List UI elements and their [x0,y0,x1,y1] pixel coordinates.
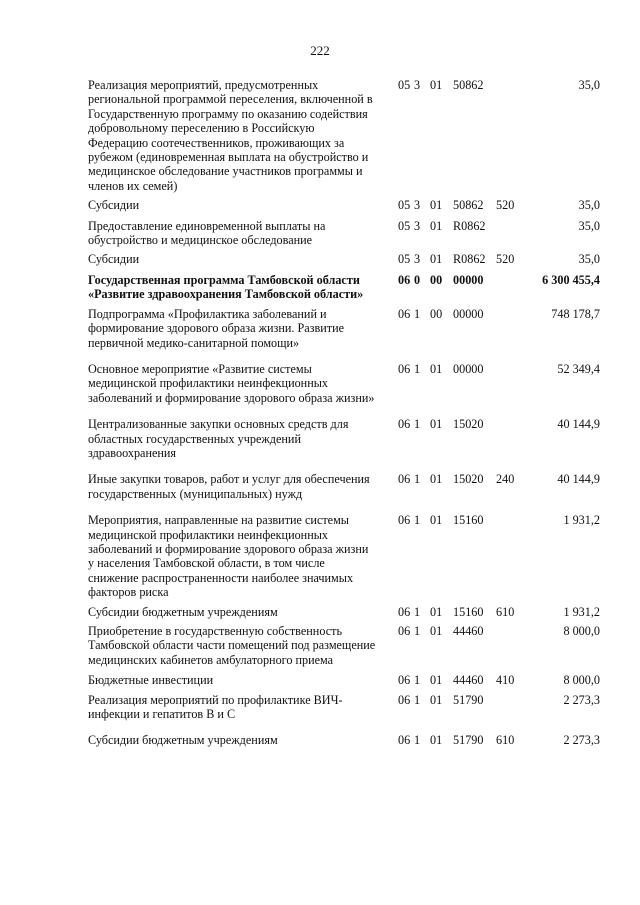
expense-type: 520 [496,252,515,267]
table-row [88,219,600,248]
expense-type: 610 [496,733,515,748]
code-direction: 51790 [453,692,484,707]
code-direction: 50862 [453,78,484,92]
code-measure: 01 [430,624,443,638]
table-row [88,605,600,619]
amount: 748 178,7 [551,306,600,321]
row-name: Подпрограмма «Профилактика заболеваний и формирование здорового образа жизни. Развитие первичной медико-санитарной помощи» [88,306,345,350]
code-subprogram: 1 [414,513,421,528]
row-name: Государственная программа Тамбовской области «Развитие здравоохранения Тамбовской области» [88,272,364,302]
code-subprogram: 1 [414,733,421,748]
amount: 40 144,9 [557,417,600,432]
row-name: Приобретение в государственную собственность Тамбовской области части помещений под размещение медицинских кабинетов амбулаторного приема [88,624,376,667]
table-row [88,198,600,212]
code-subprogram: 1 [414,361,421,376]
code-measure: 01 [430,78,443,92]
row-name: Субсидии бюджетным учреждениям [88,604,278,619]
amount: 2 273,3 [563,692,600,707]
row-name: Мероприятия, направленные на развитие системы медицинской профилактики неинфекционных заболеваний и формирование здорового образа жизни у населения Тамбовской области, в том числе снижение распространенности наиболее значимых факторов риска [88,513,369,600]
table-row [88,307,600,350]
row-name: Централизованные закупки основных средств для областных государственных учреждений здравоохранения [88,417,349,460]
code-direction: 00000 [453,272,484,287]
budget-table [88,78,600,748]
code-program: 05 [398,252,411,267]
code-program: 06 [398,472,411,487]
amount: 35,0 [578,252,600,267]
amount: 35,0 [578,198,600,213]
expense-type: 520 [496,198,515,213]
code-direction: 00000 [453,361,484,376]
code-program: 06 [398,417,411,432]
code-direction: 50862 [453,198,484,213]
row-name: Субсидии [88,252,140,267]
table-row [88,733,600,747]
code-subprogram: 1 [414,417,421,432]
table-row-program [88,273,600,302]
code-program: 06 [398,604,411,619]
amount: 35,0 [578,218,600,233]
code-program: 06 [398,361,411,376]
amount: 6 300 455,4 [542,272,600,287]
code-direction: 44460 [453,673,484,688]
expense-type: 240 [496,472,515,487]
code-measure: 01 [430,252,443,267]
code-measure: 01 [430,361,443,376]
amount: 52 349,4 [557,361,600,376]
amount: 40 144,9 [557,472,600,487]
code-program: 06 [398,272,411,287]
table-row [88,78,600,193]
amount: 8 000,0 [563,673,600,688]
code-subprogram: 1 [414,604,421,619]
page-number: 222 [310,43,330,58]
code-measure: 01 [430,604,443,619]
code-direction: 51790 [453,733,484,748]
table-row [88,362,600,405]
code-program: 05 [398,218,411,233]
code-subprogram: 1 [414,673,421,688]
code-direction: 15160 [453,604,484,619]
code-direction: R0862 [453,252,486,267]
code-subprogram: 1 [414,472,421,487]
table-row [88,673,600,687]
code-program: 06 [398,692,411,707]
code-program: 05 [398,198,411,213]
row-name: Основное мероприятие «Развитие системы медицинской профилактики неинфекционных заболеваний и формирование здорового образа жизни» [88,361,375,405]
expense-type: 610 [496,604,515,619]
code-program: 05 [398,78,411,92]
code-direction: 44460 [453,624,484,638]
code-program: 06 [398,673,411,688]
amount: 1 931,2 [563,513,600,528]
code-program: 06 [398,624,411,638]
code-direction: R0862 [453,218,486,233]
code-measure: 01 [430,692,443,707]
code-subprogram: 3 [414,252,421,267]
code-subprogram: 3 [414,78,421,92]
amount: 1 931,2 [563,604,600,619]
code-measure: 00 [430,272,443,287]
table-row [88,693,600,722]
code-measure: 01 [430,673,443,688]
code-measure: 01 [430,198,443,213]
table-row [88,624,600,667]
code-subprogram: 1 [414,306,421,321]
code-direction: 15020 [453,417,484,432]
code-subprogram: 3 [414,198,421,213]
table-row [88,252,600,266]
code-measure: 00 [430,306,443,321]
amount: 35,0 [578,78,600,92]
code-subprogram: 0 [414,272,421,287]
table-row [88,417,600,460]
table-row [88,513,600,599]
code-subprogram: 1 [414,692,421,707]
row-name: Иные закупки товаров, работ и услуг для обеспечения государственных (муниципальных) нужд [88,472,370,501]
amount: 8 000,0 [563,624,600,638]
code-direction: 15160 [453,513,484,528]
amount: 2 273,3 [563,733,600,748]
code-measure: 01 [430,513,443,528]
code-measure: 01 [430,417,443,432]
code-program: 06 [398,306,411,321]
code-direction: 15020 [453,472,484,487]
row-name: Субсидии бюджетным учреждениям [88,733,278,748]
code-subprogram: 1 [414,624,421,638]
row-name: Субсидии [88,198,140,213]
code-program: 06 [398,733,411,748]
code-subprogram: 3 [414,218,421,233]
row-name: Реализация мероприятий, предусмотренных региональной программой переселения, включенной в Государственную программу по оказанию содействия добровольному переселению в Российскую Федерацию соотечественников, проживающих за рубежом (единовременная выплата на обустройство и медицинское обследование участников программы и членов их семей) [88,78,373,193]
code-measure: 01 [430,472,443,487]
table-row [88,472,600,501]
expense-type: 410 [496,673,515,688]
code-direction: 00000 [453,306,484,321]
row-name: Бюджетные инвестиции [88,673,214,688]
row-name: Предоставление единовременной выплаты на обустройство и медицинское обследование [88,218,326,248]
code-measure: 01 [430,218,443,233]
code-program: 06 [398,513,411,528]
row-name: Реализация мероприятий по профилактике ВИЧ-инфекции и гепатитов В и С [88,692,343,722]
code-measure: 01 [430,733,443,748]
